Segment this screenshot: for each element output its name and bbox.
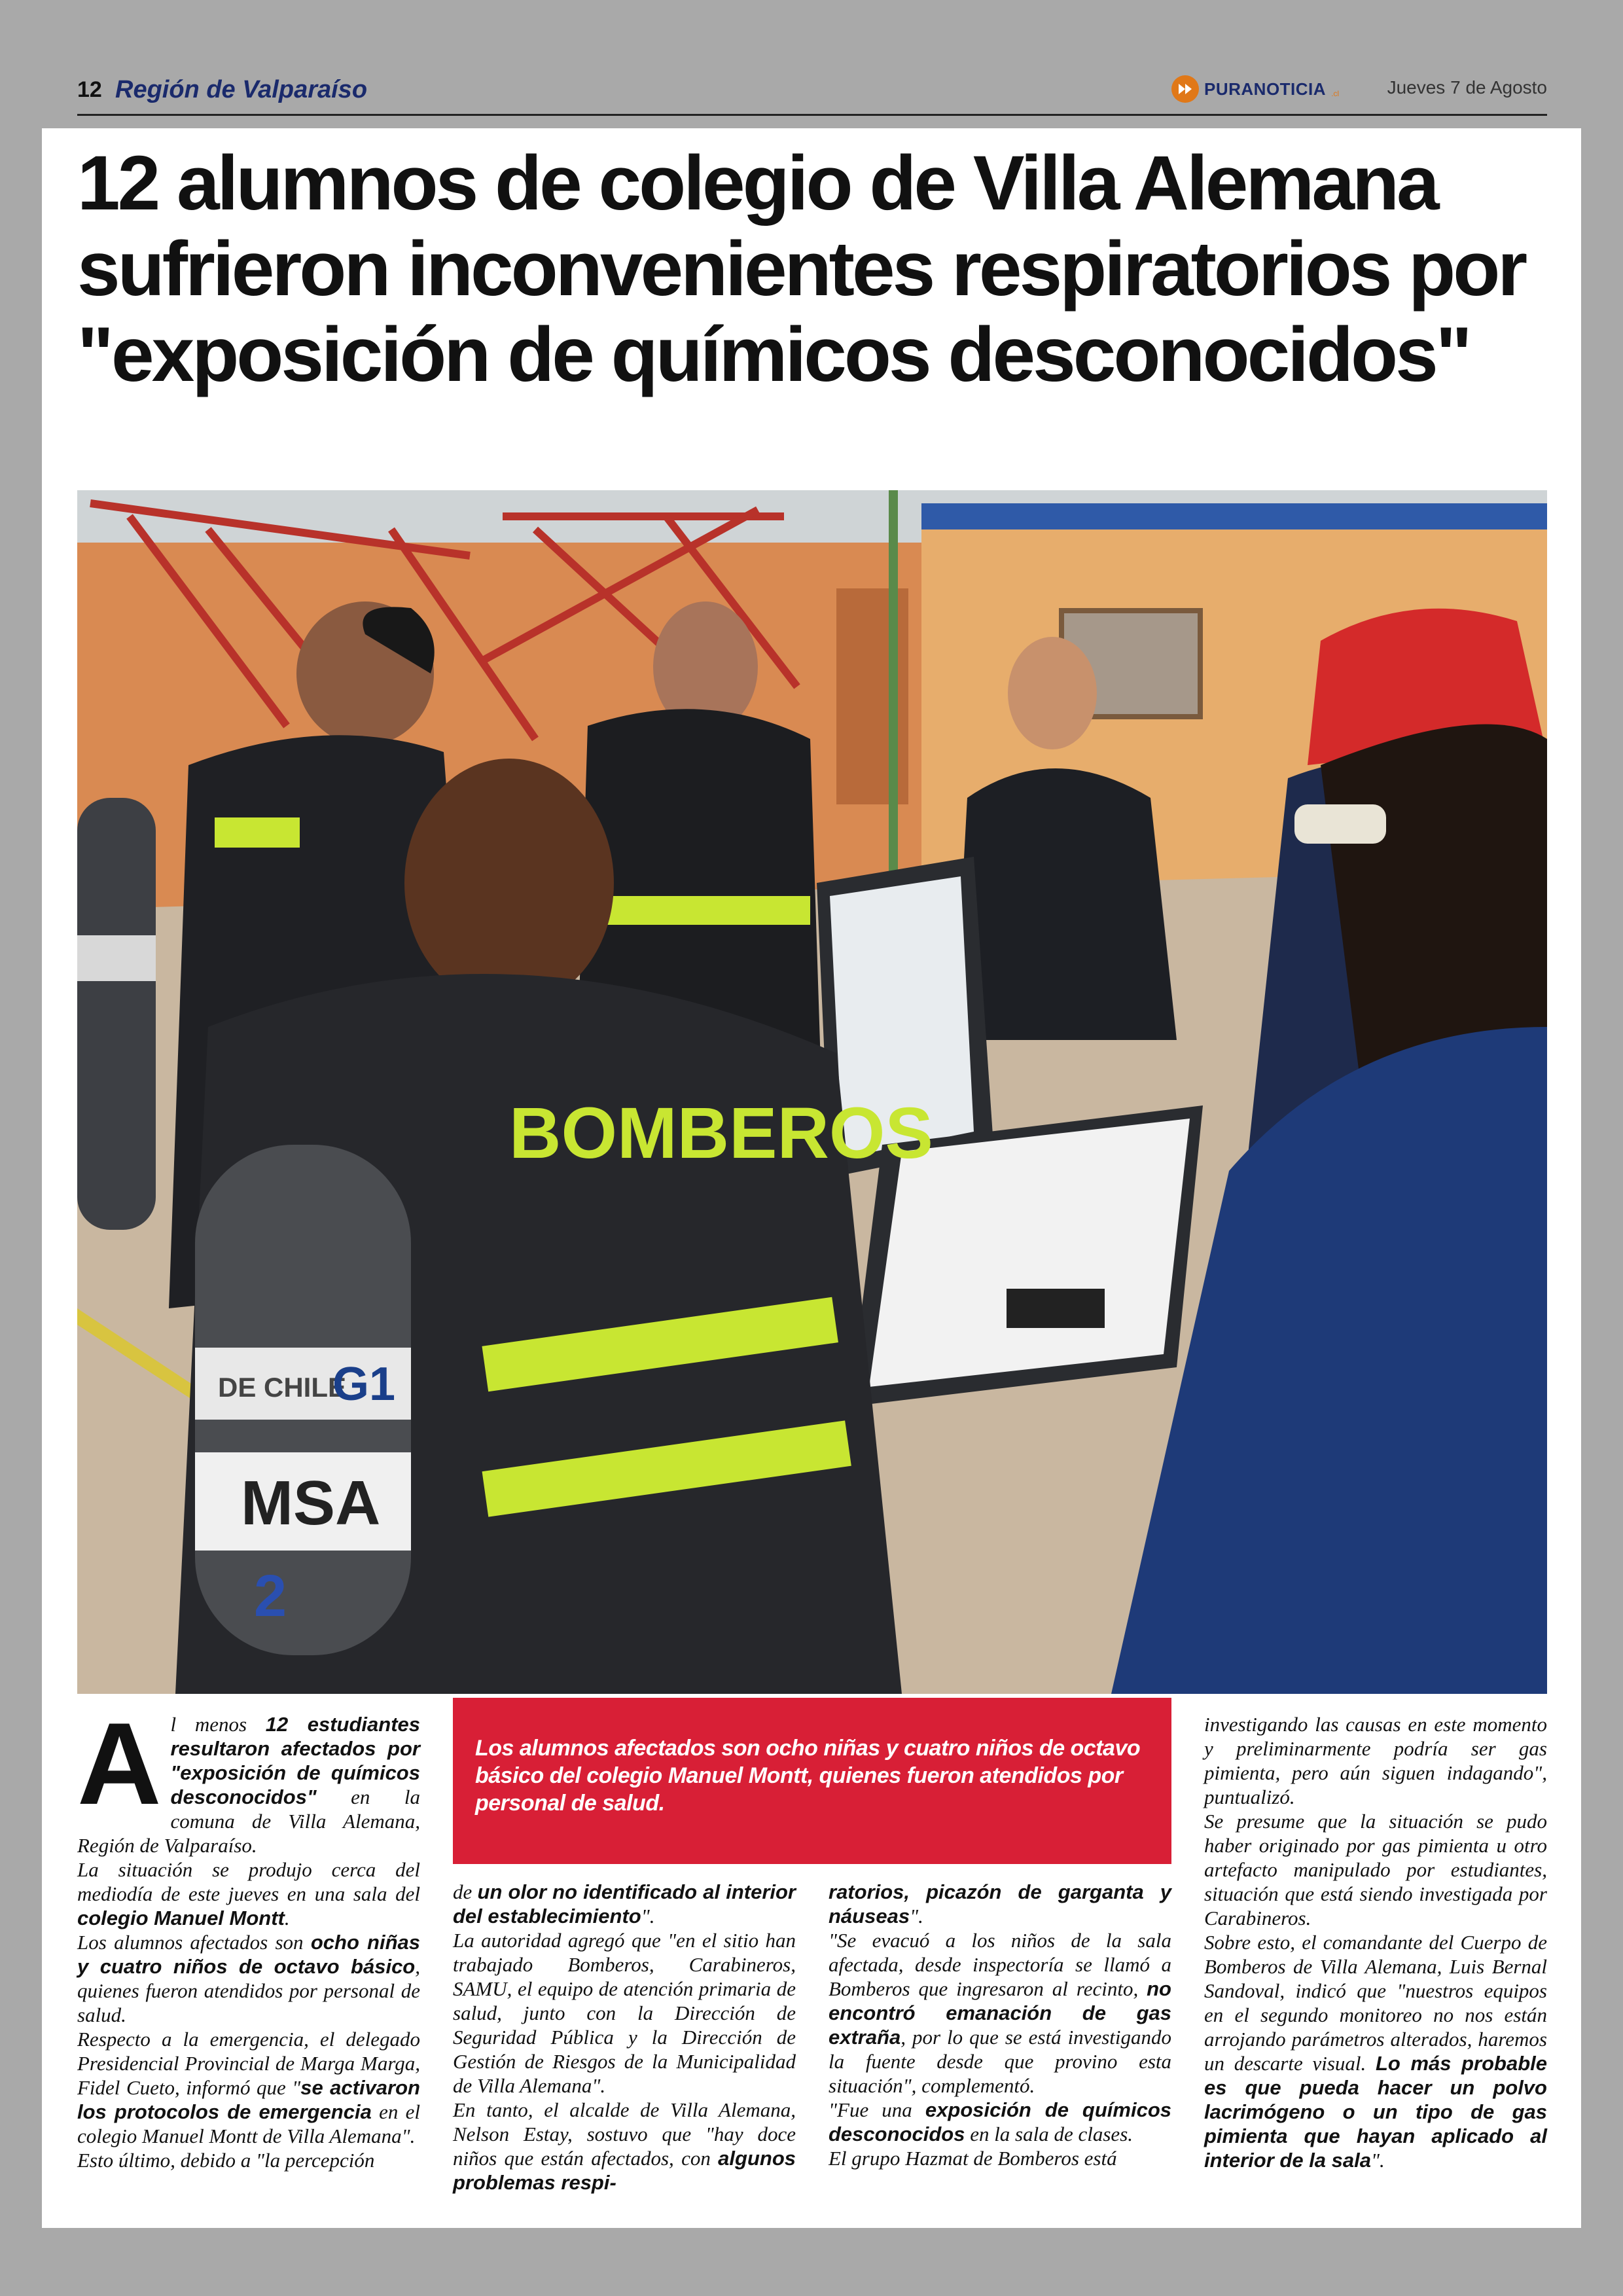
tank-number: 2 [254,1564,287,1629]
text: Respecto a la emergencia, el delegado Presidencial Provincial de Marga Marga, Fidel Cueto, informó que " [77,2028,420,2099]
headline: 12 alumnos de colegio de Villa Alemana sufrieron inconvenientes respiratorios por "exposición de químicos desconocidos" [77,140,1525,398]
brand [1171,75,1339,103]
pull-quote-box [453,1698,1171,1864]
text-bold: exposición de químicos desconocidos [829,2098,1171,2145]
tank-badge: G1 [332,1358,396,1410]
text: en la comuna de Villa Alemana, Región de Valparaíso. [77,1785,420,1857]
paragraph [829,1880,1171,1928]
text-bold: colegio Manuel Montt [77,1907,285,1929]
text: Esto último, debido a "la percepción [77,2149,375,2172]
text: "Se evacuó a los niños de la sala afectada, desde inspectoría se llamó a Bomberos que ingresaron al recinto, [829,1929,1171,2000]
text: ". [910,1905,923,1928]
brand-name: PURANOTICIA [1204,79,1327,99]
photo-illustration [77,490,1547,1694]
brand-suffix: .cl [1331,89,1340,98]
header-rule [77,114,1547,116]
text: ". [1371,2149,1385,2172]
paragraph [77,1930,420,2027]
text: La situación se produjo cerca del mediodía de este jueves en una sala del [77,1858,420,1905]
text: , quienes fueron atendidos por personal de salud. [77,1955,420,2026]
text: La autoridad agregó que "en el sitio han trabajado Bomberos, Carabineros, SAMU, el equipo de atención primaria de salud, junto con la Dirección de Seguridad Pública y la Dirección de Gestión de Riesgos de la Municipalidad de Villa Alemana". [453,1929,796,2097]
text: l menos [170,1713,266,1736]
drop-cap: A [77,1698,162,1829]
paragraph [829,2098,1171,2146]
column-3 [829,1880,1171,2170]
text: El grupo Hazmat de Bomberos está [829,2147,1117,2170]
text: investigando las causas en este momento y preliminarmente podría ser gas pimienta, pero aún siguen indagando", puntualizó. [1204,1713,1547,1808]
text-bold: ratorios, picazón de garganta y náuseas [829,1880,1171,1928]
paragraph [1204,1712,1547,1809]
text: Sobre esto, el comandante del Cuerpo de Bomberos de Villa Alemana, Luis Bernal Sandoval, indicó que "nuestros equipos en el segundo monitoreo no nos están arrojando parámetros alterados, haremos un descarte visual. [1204,1931,1547,2075]
text-bold: Lo más probable es que pueda hacer un polvo lacrimógeno o un tipo de gas pimienta que hayan aplicado al interior de la sala [1204,2052,1547,2172]
text-bold: un olor no identificado al interior del establecimiento [453,1880,796,1928]
text: en la sala de clases. [965,2123,1133,2145]
text: en el colegio Manuel Montt de Villa Alemana". [77,2100,420,2147]
text: , por lo que se está investigando la fuente desde que provino esta situación", complementó. [829,2026,1171,2097]
air-tank [195,1145,411,1655]
text-bold: no encontró emanación de gas extraña [829,1977,1171,2049]
column-2 [453,1880,796,2195]
lead-paragraph [77,1698,421,1857]
column-4 [1204,1712,1547,2172]
page-header [77,63,1547,119]
paragraph [829,2146,1171,2170]
paragraph [1204,1930,1547,2172]
page-number: 12 [77,77,102,102]
paragraph [453,1880,796,1928]
paragraph [829,1928,1171,2098]
text: Los alumnos afectados son [77,1931,311,1954]
text: de [453,1880,478,1903]
text-bold: algunos problemas respi- [453,2147,796,2194]
text: ". [641,1905,655,1928]
article-photo [77,490,1547,1694]
tank-brand: MSA [241,1468,381,1538]
paragraph [77,1857,420,1930]
text: En tanto, el alcalde de Villa Alemana, Nelson Estay, sostuvo que "hay doce niños que están afectados, con [453,2098,796,2170]
section-title: Región de Valparaíso [115,76,368,103]
paragraph [453,2098,796,2195]
text: . [284,1907,290,1929]
pull-quote-text: Los alumnos afectados son ocho niñas y cuatro niños de octavo básico del colegio Manuel Montt, quienes fueron atendidos por personal de salud. [475,1736,1141,1816]
text-bold: 12 estudiantes resultaron afectados por "exposición de químicos desconocidos" [170,1713,421,1808]
tank-label: DE CHILE [218,1372,347,1403]
text-bold: se activaron los protocolos de emergencia [77,2076,420,2123]
issue-date: Jueves 7 de Agosto [1387,77,1547,98]
paragraph [453,1928,796,2098]
text-bold: ocho niñas y cuatro niños de octavo básico [77,1931,420,1978]
column-1 [77,1698,421,2172]
paragraph [77,2148,420,2172]
text: Se presume que la situación se pudo haber originado por gas pimienta u otro artefacto manipulado por estudiantes, situación que está siendo investigada por Carabineros. [1204,1810,1547,1929]
brand-logo-icon [1171,75,1199,103]
paragraph [77,2027,420,2148]
text: "Fue una [829,2098,925,2121]
paragraph [1204,1809,1547,1930]
uniform-text: BOMBEROS [509,1093,933,1174]
